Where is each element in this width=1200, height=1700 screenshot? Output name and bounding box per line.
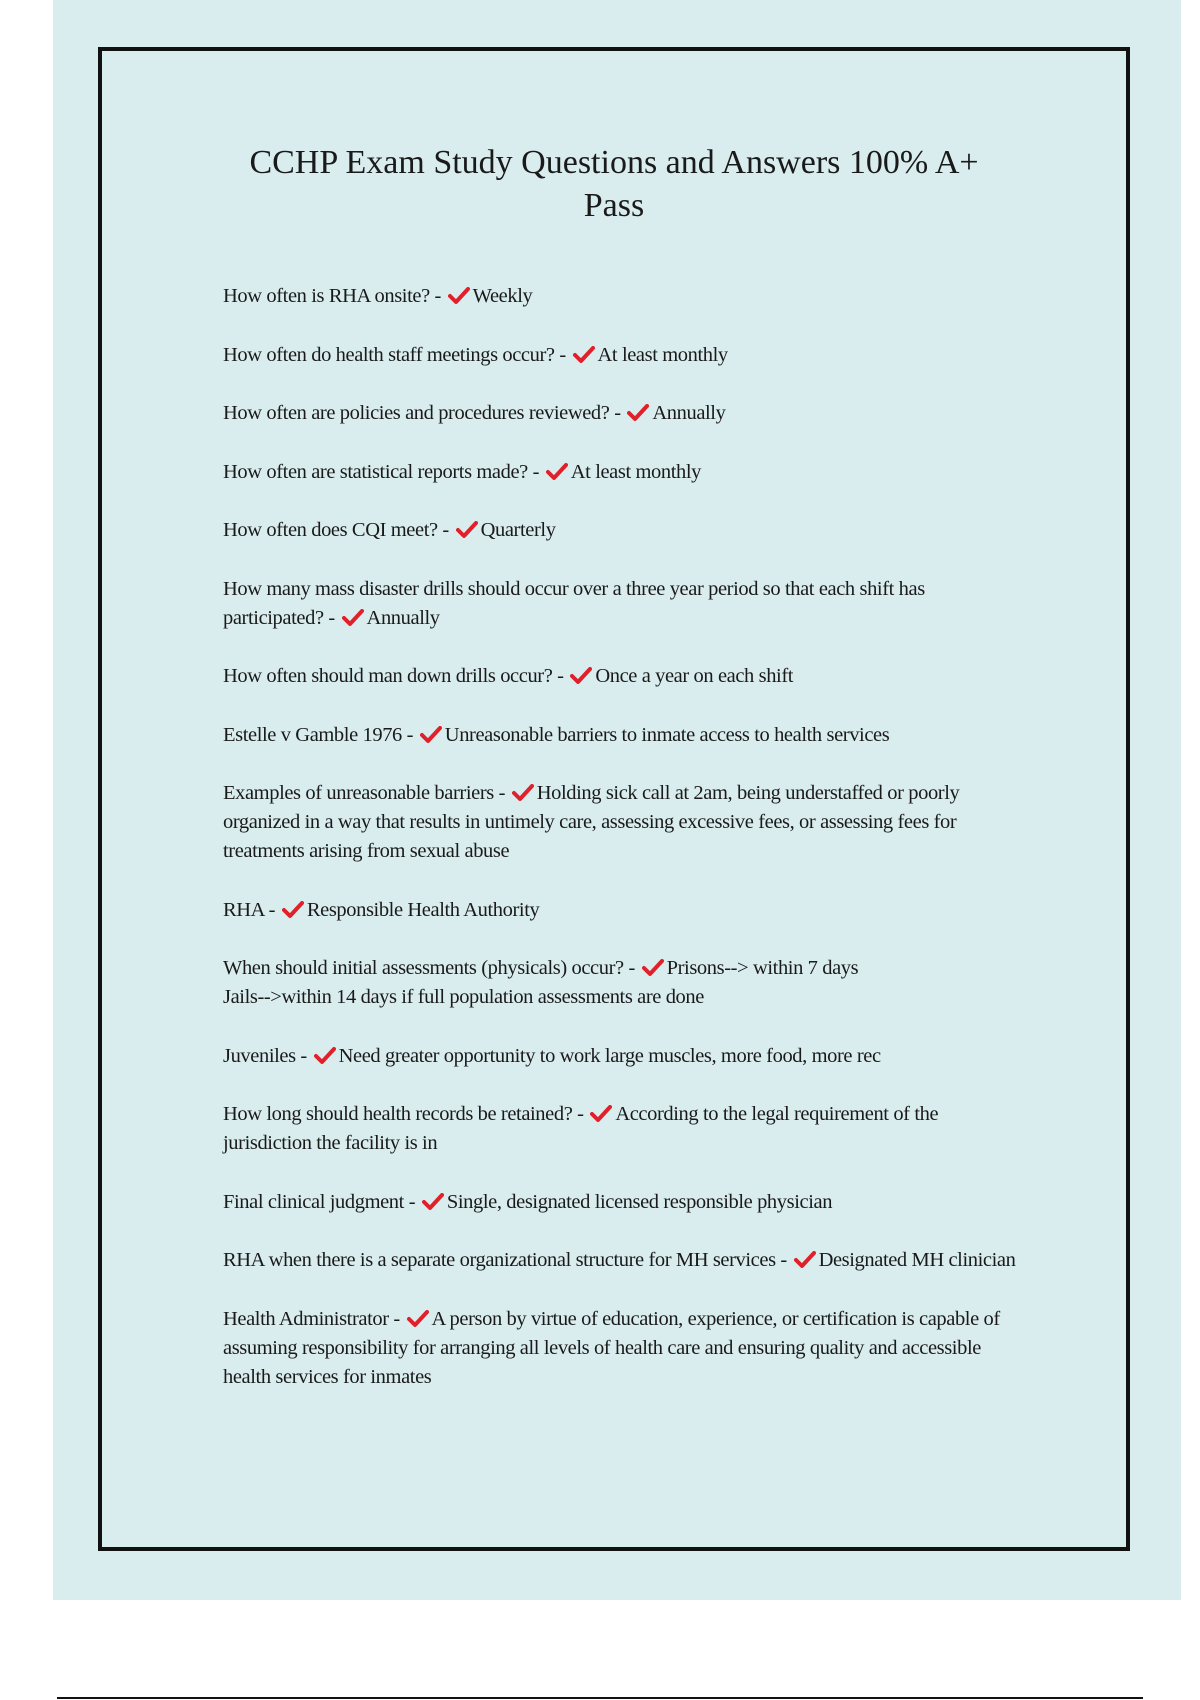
answer-text: At least monthly xyxy=(597,343,728,366)
answer-text: Holding sick call at 2am, being understaffed or poorly organized in a way that results in untimely care, assessing excessive fees, or assessing fees for treatments arising from sexual abuse xyxy=(223,782,960,862)
question-text: How often does CQI meet? xyxy=(223,519,438,541)
answer-text: Annually xyxy=(366,606,440,629)
question-text: How often do health staff meetings occur? xyxy=(223,343,555,366)
qa-item xyxy=(223,282,1023,311)
question-text: How often is RHA onsite? xyxy=(223,285,430,307)
answer-text: At least monthly xyxy=(570,460,702,483)
answer-text: According to the legal requirement of the jurisdiction the facility is in xyxy=(223,1103,939,1154)
answer-text: Annually xyxy=(652,402,726,424)
separator: - xyxy=(623,957,640,979)
answer-text: Unreasonable barriers to inmate access to health services xyxy=(444,723,890,746)
qa-item xyxy=(223,1246,1023,1275)
qa-item xyxy=(223,662,1023,691)
separator: - xyxy=(388,1307,405,1330)
check-mark-icon xyxy=(546,463,568,481)
separator: - xyxy=(323,606,340,629)
answer-text: Weekly xyxy=(472,285,533,307)
separator: - xyxy=(493,782,510,804)
check-mark-icon xyxy=(314,1047,336,1065)
check-mark-icon xyxy=(570,667,592,685)
qa-item xyxy=(223,954,1023,1012)
qa-list xyxy=(223,282,1023,1421)
question-text: Examples of unreasonable barriers xyxy=(223,782,494,804)
qa-item xyxy=(223,779,1023,866)
answer-text: A person by virtue of education, experience, or certification is capable of assuming responsibility for arranging all levels of health care and ensuring quality and accessible health services for inmates xyxy=(223,1307,1000,1388)
answer-text-line-2: Jails-->within 14 days if full population assessments are done xyxy=(223,986,704,1008)
separator: - xyxy=(295,1044,312,1067)
qa-item xyxy=(223,399,1023,428)
separator: - xyxy=(263,898,280,921)
separator: - xyxy=(401,723,418,746)
question-text: Final clinical judgment xyxy=(223,1190,404,1213)
separator: - xyxy=(775,1249,792,1271)
qa-item xyxy=(223,1100,1023,1158)
qa-item xyxy=(223,516,1023,545)
qa-item xyxy=(223,1305,1023,1392)
answer-text: Need greater opportunity to work large muscles, more food, more rec xyxy=(338,1044,881,1067)
check-mark-icon xyxy=(448,287,470,305)
check-mark-icon xyxy=(642,959,664,977)
qa-item xyxy=(223,1042,1023,1071)
qa-item xyxy=(223,896,1023,925)
answer-text: Prisons--> within 7 days xyxy=(666,957,859,979)
check-mark-icon xyxy=(590,1105,612,1123)
question-text: When should initial assessments (physicals) occur? xyxy=(223,957,624,979)
qa-item xyxy=(223,1188,1023,1217)
question-text: How many mass disaster drills should occur over a three year period so that each shift has participated? xyxy=(223,577,925,629)
footer-divider xyxy=(57,1697,1143,1699)
qa-item xyxy=(223,341,1023,370)
document-title: CCHP Exam Study Questions and Answers 100% A+ Pass xyxy=(249,144,979,224)
check-mark-icon xyxy=(512,784,534,802)
answer-text: Designated MH clinician xyxy=(818,1249,1016,1271)
check-mark-icon xyxy=(794,1251,816,1269)
check-mark-icon xyxy=(407,1310,429,1328)
qa-item xyxy=(223,458,1023,487)
check-mark-icon xyxy=(422,1193,444,1211)
qa-item xyxy=(223,721,1023,750)
question-text: Estelle v Gamble 1976 xyxy=(223,723,402,746)
separator: - xyxy=(437,519,454,541)
question-text: How often are statistical reports made? xyxy=(223,460,528,483)
answer-text: Once a year on each shift xyxy=(595,665,794,687)
question-text: RHA when there is a separate organizational structure for MH services xyxy=(223,1249,776,1271)
answer-text: Single, designated licensed responsible physician xyxy=(446,1190,833,1213)
qa-item xyxy=(223,575,1023,633)
check-mark-icon xyxy=(282,901,304,919)
check-mark-icon xyxy=(342,609,364,627)
question-text: How often are policies and procedures reviewed? xyxy=(223,402,610,424)
question-text: How often should man down drills occur? xyxy=(223,665,553,687)
separator: - xyxy=(429,285,446,307)
separator: - xyxy=(554,343,571,366)
question-text: Health Administrator xyxy=(223,1307,389,1330)
check-mark-icon xyxy=(456,521,478,539)
document-frame xyxy=(98,47,1130,1551)
check-mark-icon xyxy=(627,404,649,422)
question-text: How long should health records be retained? xyxy=(223,1103,573,1125)
separator: - xyxy=(403,1190,420,1213)
separator: - xyxy=(572,1103,589,1125)
separator: - xyxy=(552,665,569,687)
question-text: RHA xyxy=(223,898,264,921)
separator: - xyxy=(527,460,544,483)
separator: - xyxy=(609,402,626,424)
answer-text: Responsible Health Authority xyxy=(306,898,540,921)
question-text: Juveniles xyxy=(223,1044,296,1067)
answer-text: Quarterly xyxy=(480,519,556,541)
check-mark-icon xyxy=(573,346,595,364)
check-mark-icon xyxy=(420,726,442,744)
